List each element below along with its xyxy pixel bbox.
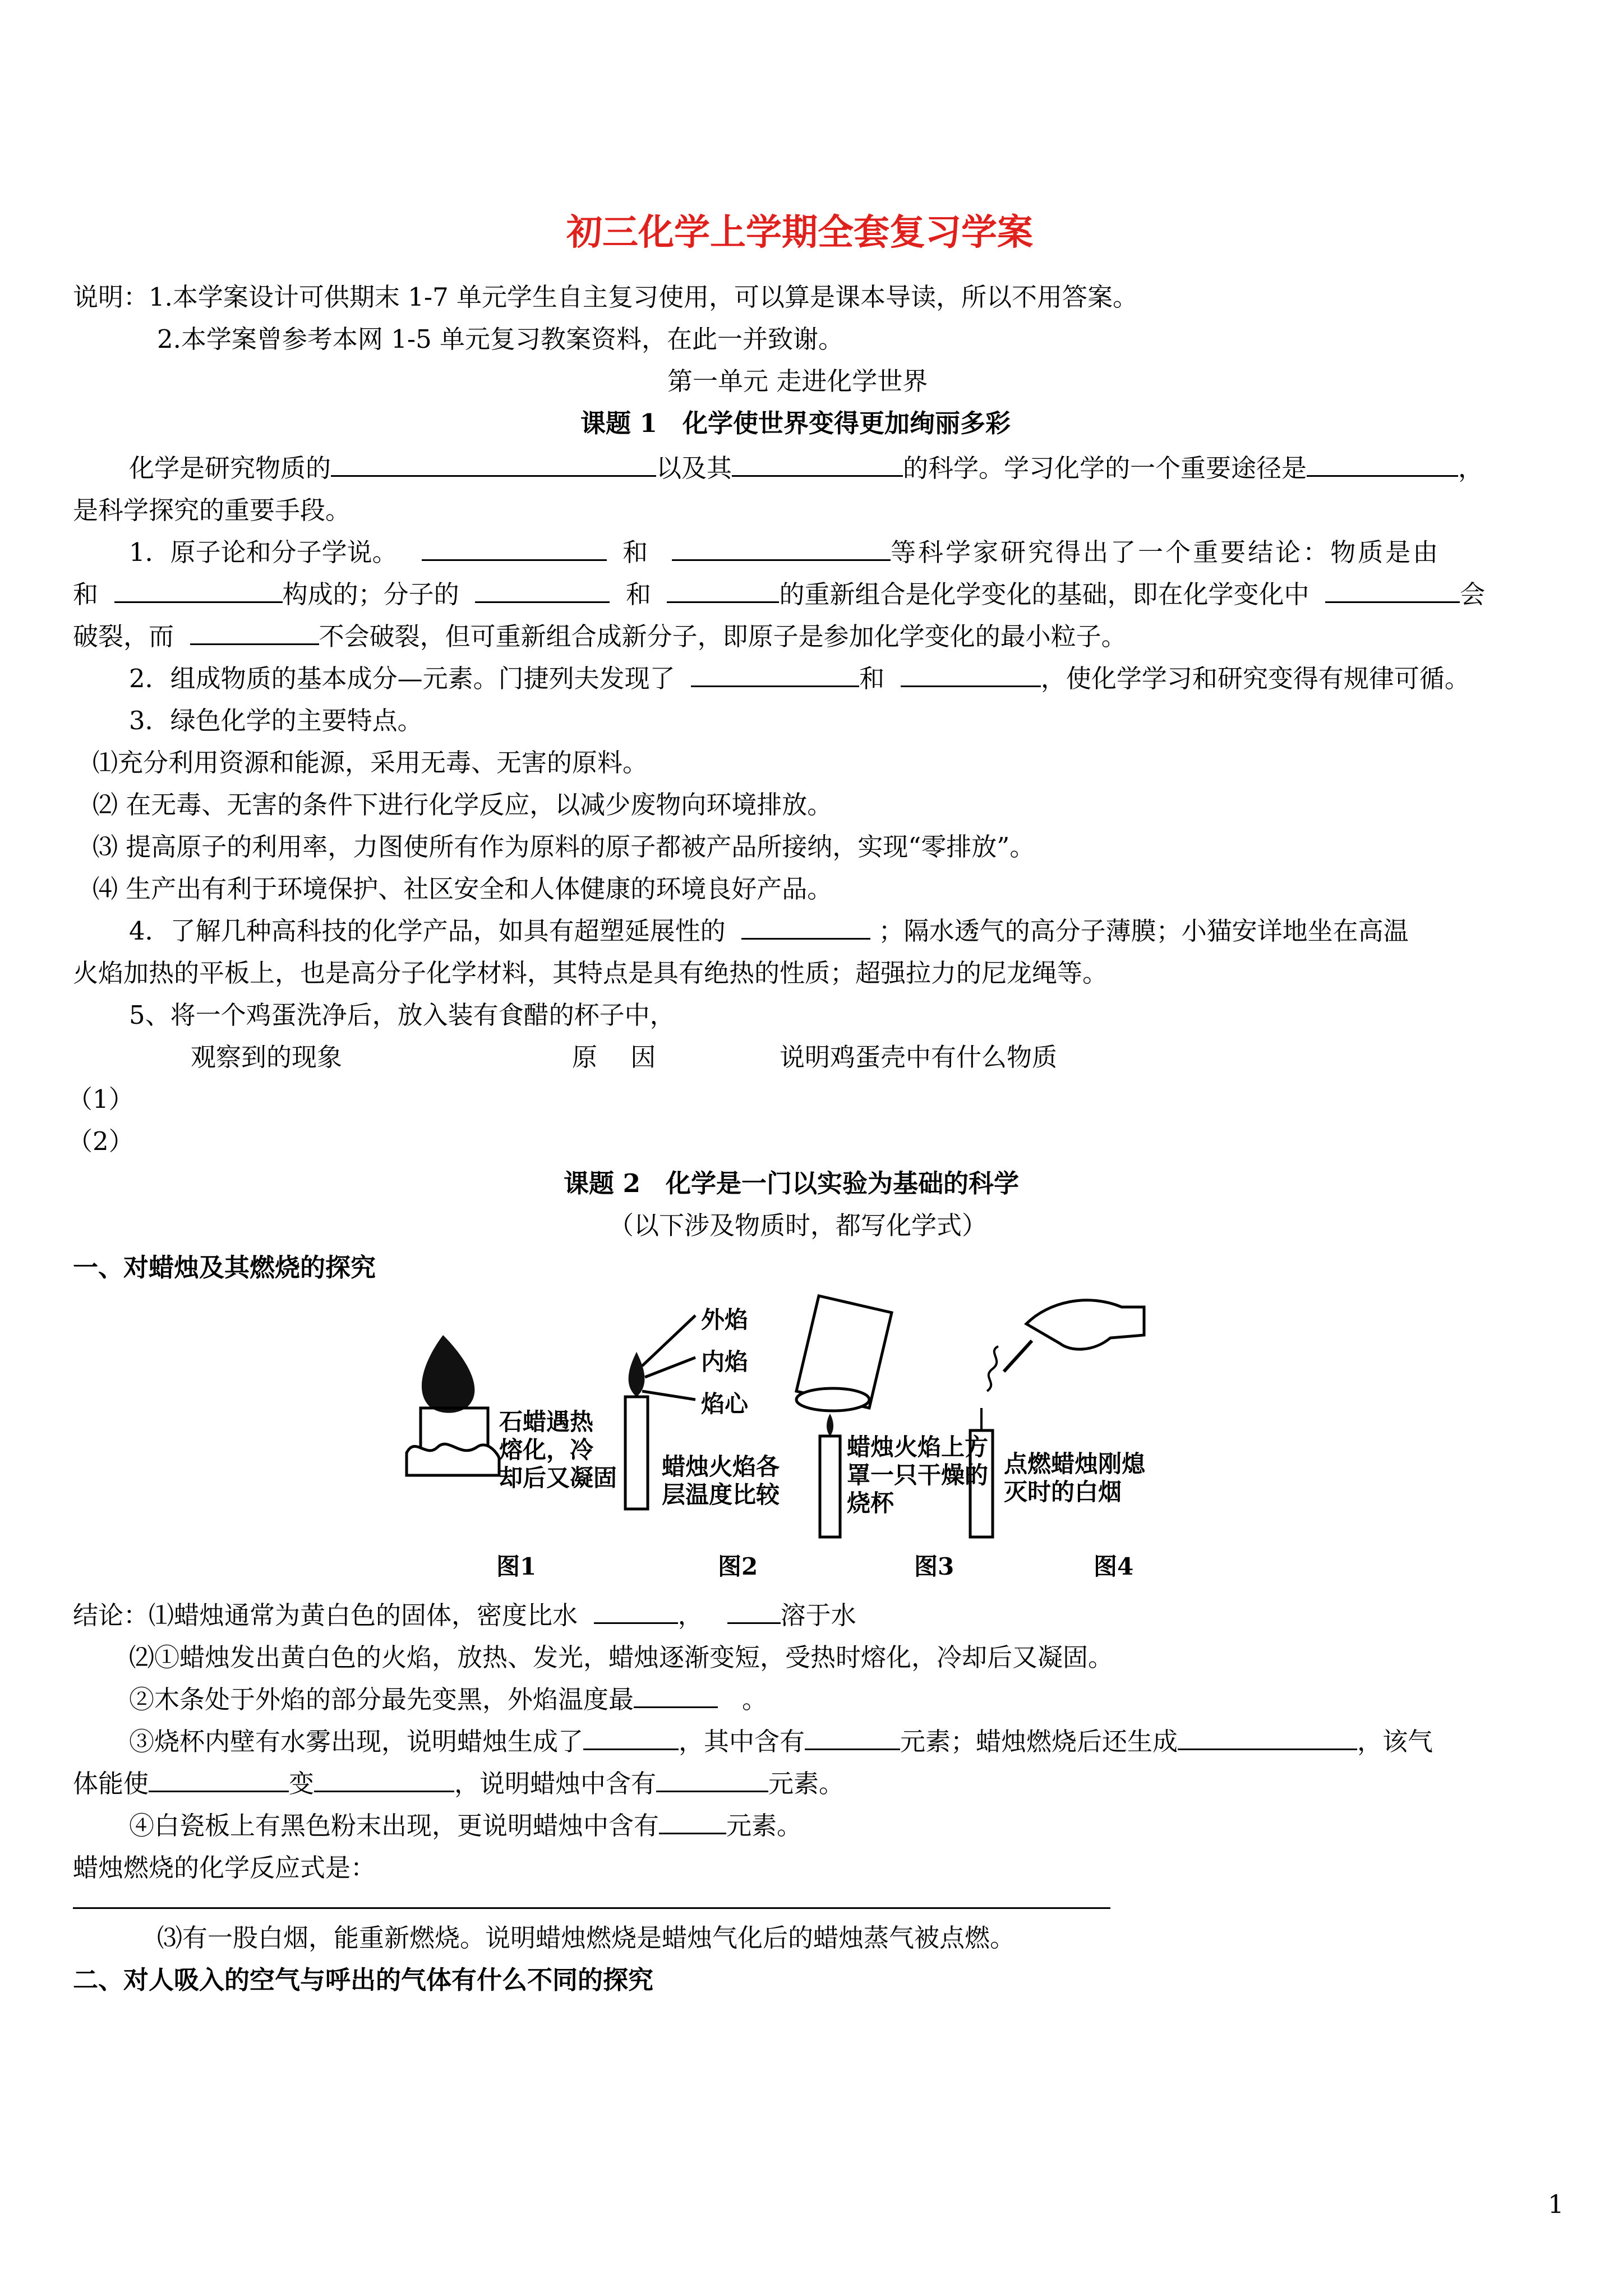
reaction-equation-blank[interactable] bbox=[73, 1907, 1110, 1909]
item3-point: ⑵ 在无毒、无害的条件下进行化学反应，以减少废物向环境排放。 bbox=[93, 790, 833, 820]
answer-blank[interactable] bbox=[114, 579, 283, 603]
answer-blank[interactable] bbox=[667, 579, 779, 603]
figure-caption-2: 图2 bbox=[718, 1553, 758, 1580]
item3-heading: 3．绿色化学的主要特点。 bbox=[129, 706, 423, 735]
answer-blank[interactable] bbox=[901, 663, 1041, 687]
item5-row-1: （1） bbox=[67, 1084, 134, 1114]
reaction-equation-label: 蜡烛燃烧的化学反应式是： bbox=[73, 1853, 376, 1883]
item1-line3: 破裂，而 不会破裂，但可重新组合成新分子，即原子是参加化学变化的最小粒子。 bbox=[73, 622, 1127, 651]
flame-label-outer: 外焰 bbox=[701, 1306, 749, 1333]
section2-heading: 二、对人吸入的空气与呼出的气体有什么不同的探究 bbox=[73, 1965, 654, 1995]
item4-line1: 4．了解几种高科技的化学产品，如具有超塑延展性的 ；隔水透气的高分子薄膜；小猫安详地坐在高温 bbox=[129, 916, 1409, 946]
item1-line1: 1．原子论和分子学说。 和 等科学家研究得出了一个重要结论：物质是由 bbox=[129, 537, 1441, 567]
answer-blank[interactable] bbox=[634, 1684, 718, 1708]
answer-blank[interactable] bbox=[314, 1768, 454, 1792]
conclusion-2: ⑵①蜡烛发出黄白色的火焰，放热、发光，蜡烛逐渐变短，受热时熔化，冷却后又凝固。 bbox=[129, 1642, 1114, 1672]
item5-col-phenomenon: 观察到的现象 bbox=[191, 1042, 343, 1072]
answer-blank[interactable] bbox=[149, 1768, 289, 1792]
topic1-paragraph-line1: 化学是研究物质的 以及其 的科学。学习化学的一个重要途径是 ， bbox=[129, 453, 1484, 483]
answer-blank[interactable] bbox=[1307, 453, 1458, 477]
section1-heading: 一、对蜡烛及其燃烧的探究 bbox=[73, 1253, 376, 1282]
answer-blank[interactable] bbox=[475, 579, 610, 603]
answer-blank[interactable] bbox=[594, 1600, 678, 1624]
item3-point: ⑷ 生产出有利于环境保护、社区安全和人体健康的环境良好产品。 bbox=[93, 874, 833, 904]
note-line-2: 2.本学案曾参考本网 1-5 单元复习教案资料，在此一并致谢。 bbox=[157, 324, 844, 354]
answer-blank[interactable] bbox=[190, 621, 319, 645]
conclusion-5: 体能使 变 ，说明蜡烛中含有 元素。 bbox=[73, 1769, 845, 1798]
answer-blank[interactable] bbox=[727, 1600, 781, 1624]
flame-label-core: 焰心 bbox=[701, 1390, 749, 1418]
answer-blank[interactable] bbox=[1325, 579, 1460, 603]
item5-line: 5、将一个鸡蛋洗净后，放入装有食醋的杯子中， bbox=[129, 1000, 675, 1030]
topic2-subheading: （以下涉及物质时，都写化学式） bbox=[608, 1211, 988, 1240]
figure-caption-4: 图4 bbox=[1094, 1553, 1134, 1580]
conclusion-3: ②木条处于外焰的部分最先变黑，外焰温度最 。 bbox=[129, 1685, 767, 1714]
conclusion-6: ④白瓷板上有黑色粉末出现，更说明蜡烛中含有 元素。 bbox=[129, 1811, 803, 1841]
item5-col-reason: 原 因 bbox=[572, 1042, 656, 1072]
answer-blank[interactable] bbox=[805, 1726, 900, 1750]
flame-label-inner: 内焰 bbox=[701, 1348, 749, 1375]
answer-blank[interactable] bbox=[331, 453, 656, 477]
fig2-label: 蜡烛火焰各 层温度比较 bbox=[662, 1453, 780, 1508]
item5-col-substance: 说明鸡蛋壳中有什么物质 bbox=[780, 1042, 1058, 1072]
item3-point: ⑴充分利用资源和能源，采用无毒、无害的原料。 bbox=[93, 748, 648, 777]
item5-row-2: （2） bbox=[67, 1126, 134, 1156]
figure-caption-3: 图3 bbox=[914, 1553, 955, 1580]
topic2-heading: 课题 2 化学是一门以实验为基础的科学 bbox=[564, 1168, 1019, 1198]
answer-blank[interactable] bbox=[691, 663, 859, 687]
fig1-label: 石蜡遇热 熔化，冷 却后又凝固 bbox=[499, 1408, 617, 1492]
page-number: 1 bbox=[1548, 2189, 1564, 2219]
answer-blank[interactable] bbox=[422, 537, 607, 561]
answer-blank[interactable] bbox=[672, 537, 891, 561]
item1-line2: 和 构成的；分子的 和 的重新组合是化学变化的基础，即在化学变化中 会 bbox=[73, 579, 1486, 609]
item2-line: 2．组成物质的基本成分—元素。门捷列夫发现了 和 ，使化学学习和研究变得有规律可循。 bbox=[129, 664, 1470, 693]
answer-blank[interactable] bbox=[741, 915, 870, 940]
answer-blank[interactable] bbox=[659, 1810, 726, 1834]
item4-line2: 火焰加热的平板上，也是高分子化学材料，其特点是具有绝热的性质；超强拉力的尼龙绳等。 bbox=[73, 958, 1108, 988]
conclusion-1: 结论：⑴蜡烛通常为黄白色的固体，密度比水 ， 溶于水 bbox=[73, 1600, 856, 1630]
unit-heading: 第一单元 走进化学世界 bbox=[667, 366, 928, 396]
fig1-melting-candle bbox=[407, 1335, 499, 1475]
conclusion-4: ③烧杯内壁有水雾出现，说明蜡烛生成了 ，其中含有 元素；蜡烛燃烧后还生成 ，该气 bbox=[129, 1727, 1433, 1756]
candle-experiment-figure bbox=[404, 1290, 1228, 1582]
page-title: 初三化学上学期全套复习学案 bbox=[566, 211, 1033, 254]
figure-caption-1: 图1 bbox=[496, 1553, 537, 1580]
fig3-label: 蜡烛火焰上方 罩一只干燥的 烧杯 bbox=[847, 1433, 989, 1517]
answer-blank[interactable] bbox=[732, 453, 903, 477]
fig4-label: 点燃蜡烛刚熄 灭时的白烟 bbox=[1004, 1450, 1146, 1506]
answer-blank[interactable] bbox=[656, 1768, 768, 1792]
topic1-paragraph-line2: 是科学探究的重要手段。 bbox=[73, 495, 351, 525]
item3-point: ⑶ 提高原子的利用率，力图使所有作为原料的原子都被产品所接纳，实现“零排放”。 bbox=[93, 832, 1035, 862]
conclusion-smoke: ⑶有一股白烟，能重新燃烧。说明蜡烛燃烧是蜡烛气化后的蜡烛蒸气被点燃。 bbox=[157, 1923, 1016, 1953]
answer-blank[interactable] bbox=[1178, 1726, 1357, 1750]
topic1-heading: 课题 1 化学使世界变得更加绚丽多彩 bbox=[580, 408, 1011, 438]
answer-blank[interactable] bbox=[583, 1726, 679, 1750]
note-line-1: 说明：1.本学案设计可供期末 1-7 单元学生自主复习使用，可以算是课本导读，所以不用答案。 bbox=[73, 282, 1138, 312]
